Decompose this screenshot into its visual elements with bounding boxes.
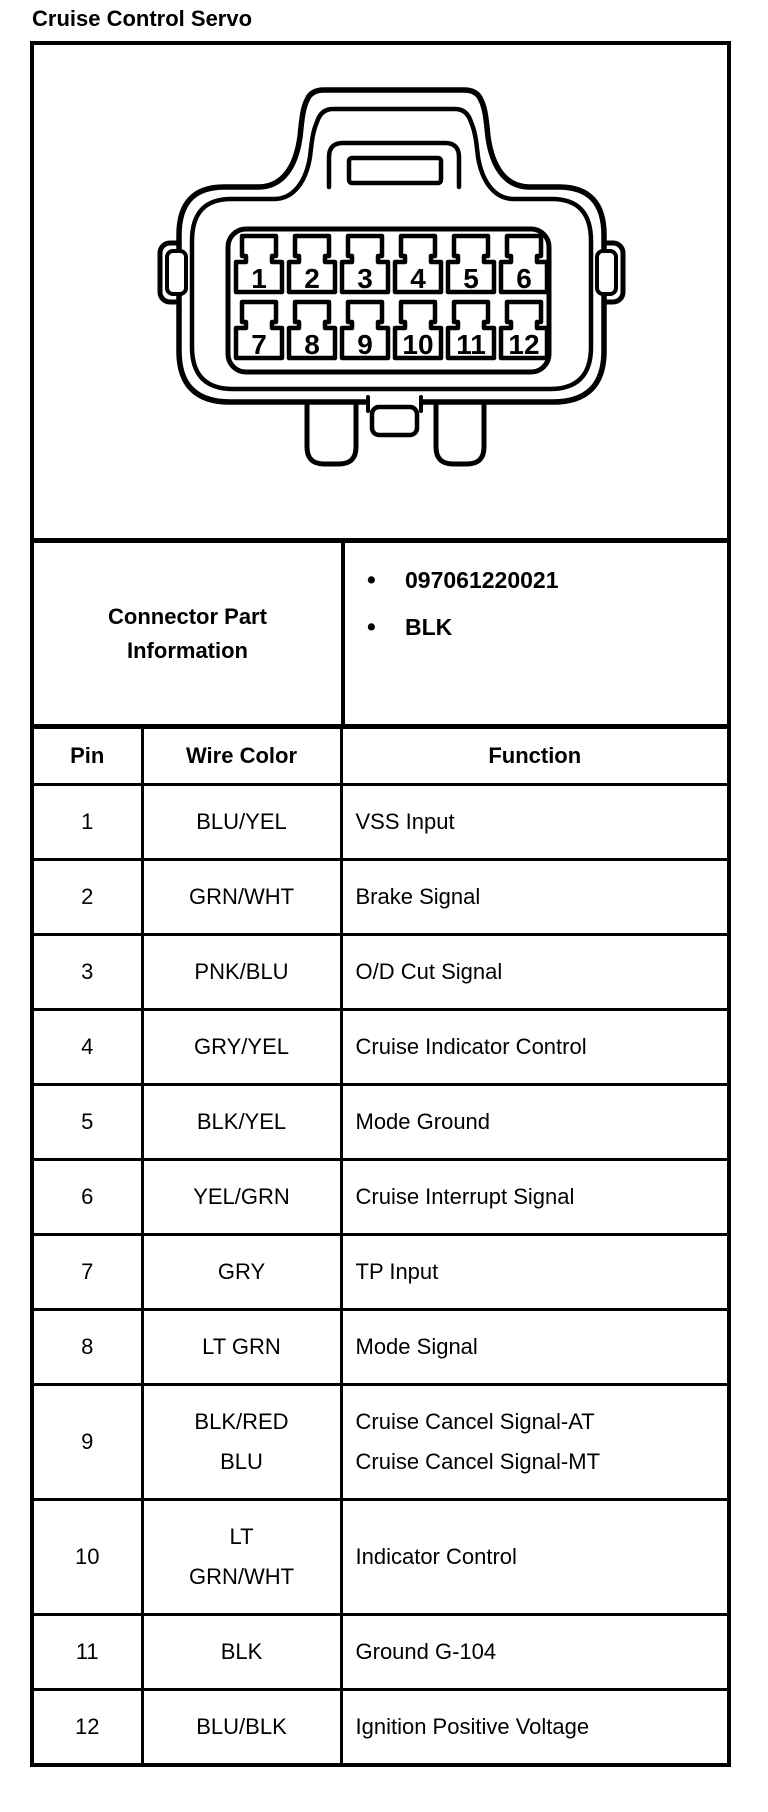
connector-diagram-section	[34, 45, 727, 543]
pin-number-text: 10	[75, 1544, 100, 1569]
function-text: Ground G-104	[355, 1639, 497, 1664]
cell-wire-color	[142, 1500, 341, 1615]
cell-pin	[34, 1500, 142, 1615]
bottom-index-rect	[372, 407, 417, 435]
function-text: Indicator Control	[355, 1544, 517, 1569]
table-row	[34, 1615, 727, 1690]
bottom-notch-gap	[368, 397, 421, 406]
pin-number: 7	[251, 329, 267, 360]
table-header-row	[34, 729, 727, 785]
header-pin: Pin	[34, 729, 142, 785]
cell-pin	[34, 1010, 142, 1085]
cell-wire-color	[142, 1310, 341, 1385]
pin-number-text: 9	[81, 1429, 94, 1454]
pin-number: 11	[456, 329, 486, 360]
pin-number: 9	[357, 329, 373, 360]
cell-function	[341, 1310, 727, 1385]
wire-color-text: BLK/RED	[194, 1409, 289, 1434]
pin-number-text: 12	[75, 1714, 100, 1739]
pin-number-text: 11	[75, 1639, 99, 1664]
pin-number: 5	[463, 263, 479, 294]
pin-number: 8	[304, 329, 320, 360]
wing-right-hole	[597, 251, 616, 294]
pin-number-text: 4	[81, 1034, 94, 1059]
wire-color-text: BLU	[220, 1449, 263, 1474]
function-text: TP Input	[355, 1259, 439, 1284]
pin-number-text: 3	[81, 959, 94, 984]
connector-info-box	[30, 41, 731, 1767]
cell-function	[341, 1690, 727, 1764]
cell-pin	[34, 1615, 142, 1690]
cell-function	[341, 860, 727, 935]
cell-wire-color	[142, 1385, 341, 1500]
wire-color-text: LT GRN	[202, 1334, 281, 1359]
cell-wire-color	[142, 1615, 341, 1690]
wire-color-text: GRN/WHT	[188, 884, 295, 909]
pin-table-body	[34, 785, 727, 1764]
cell-wire-color	[142, 785, 341, 860]
cell-pin	[34, 1085, 142, 1160]
function-text: Ignition Positive Voltage	[355, 1714, 590, 1739]
function-text: VSS Input	[355, 809, 455, 834]
cell-pin	[34, 1160, 142, 1235]
bottom-tab-left	[307, 404, 356, 464]
cell-pin	[34, 1690, 142, 1764]
table-row	[34, 1010, 727, 1085]
cell-function	[341, 785, 727, 860]
cell-function	[341, 1235, 727, 1310]
header-function: Function	[341, 729, 727, 785]
cell-wire-color	[142, 860, 341, 935]
part-info-list	[345, 557, 727, 651]
part-info-section	[34, 543, 727, 729]
part-info-label: Connector Part Information	[108, 603, 267, 663]
function-text: Mode Signal	[355, 1334, 478, 1359]
pin-number-text: 8	[81, 1334, 94, 1359]
table-row	[34, 1385, 727, 1500]
table-row	[34, 1500, 727, 1615]
pin-number-text: 1	[81, 809, 94, 834]
table-row	[34, 785, 727, 860]
cell-wire-color	[142, 935, 341, 1010]
table-row	[34, 1235, 727, 1310]
pin-number: 2	[304, 263, 320, 294]
wire-color-text: LT	[229, 1524, 254, 1549]
page-title: Cruise Control Servo	[32, 6, 253, 31]
table-row	[34, 1085, 727, 1160]
pin-number-text: 2	[81, 884, 94, 909]
cell-pin	[34, 935, 142, 1010]
wire-color-text: BLK/YEL	[196, 1109, 287, 1134]
cell-wire-color	[142, 1160, 341, 1235]
cell-function	[341, 1010, 727, 1085]
pin-number-text: 5	[81, 1109, 94, 1134]
cell-pin	[34, 1310, 142, 1385]
wire-color-text: BLU/YEL	[196, 809, 287, 834]
function-text: Cruise Cancel Signal-AT	[355, 1409, 595, 1434]
cell-wire-color	[142, 1010, 341, 1085]
table-row	[34, 860, 727, 935]
function-text: Cruise Indicator Control	[355, 1034, 587, 1059]
part-info-header-cell	[34, 543, 345, 724]
function-text: Brake Signal	[355, 884, 481, 909]
wire-color-text: BLK	[220, 1639, 263, 1664]
pin-table	[34, 729, 727, 1763]
cell-function	[341, 1085, 727, 1160]
wire-color-text: GRY	[217, 1259, 266, 1284]
cell-function	[341, 935, 727, 1010]
table-row	[34, 1690, 727, 1764]
function-text: Cruise Interrupt Signal	[355, 1184, 575, 1209]
pin-number: 4	[410, 263, 426, 294]
cell-function	[341, 1615, 727, 1690]
cell-pin	[34, 860, 142, 935]
wire-color-text: GRN/WHT	[188, 1564, 295, 1589]
table-row	[34, 1310, 727, 1385]
part-info-value-cell	[345, 543, 727, 724]
cell-wire-color	[142, 1085, 341, 1160]
table-row	[34, 935, 727, 1010]
cell-pin	[34, 785, 142, 860]
latch-window	[349, 158, 441, 183]
cell-function	[341, 1160, 727, 1235]
table-row	[34, 1160, 727, 1235]
function-text: Cruise Cancel Signal-MT	[355, 1449, 601, 1474]
part-info-item: • 097061220021	[345, 557, 727, 604]
wire-color-text: PNK/BLU	[194, 959, 289, 984]
function-text: O/D Cut Signal	[355, 959, 503, 984]
wire-color-text: YEL/GRN	[193, 1184, 290, 1209]
pin-number: 1	[251, 263, 267, 294]
pin-number-text: 6	[81, 1184, 94, 1209]
cell-pin	[34, 1235, 142, 1310]
bottom-tab-right	[436, 404, 484, 464]
pin-number: 3	[357, 263, 373, 294]
part-info-item: • BLK	[345, 604, 727, 651]
cell-function	[341, 1385, 727, 1500]
cell-wire-color	[142, 1235, 341, 1310]
pin-number-text: 7	[81, 1259, 94, 1284]
wire-color-text: GRY/YEL	[194, 1034, 289, 1059]
cell-pin	[34, 1385, 142, 1500]
cell-wire-color	[142, 1690, 341, 1764]
wire-color-text: BLU/BLK	[196, 1714, 287, 1739]
function-text: Mode Ground	[355, 1109, 491, 1134]
pin-number: 6	[516, 263, 532, 294]
cell-function	[341, 1500, 727, 1615]
connector-diagram	[34, 45, 727, 538]
pin-number: 10	[402, 329, 434, 360]
header-wire-color: Wire Color	[142, 729, 341, 785]
pin-number: 12	[508, 329, 540, 360]
wing-left-hole	[167, 251, 186, 294]
